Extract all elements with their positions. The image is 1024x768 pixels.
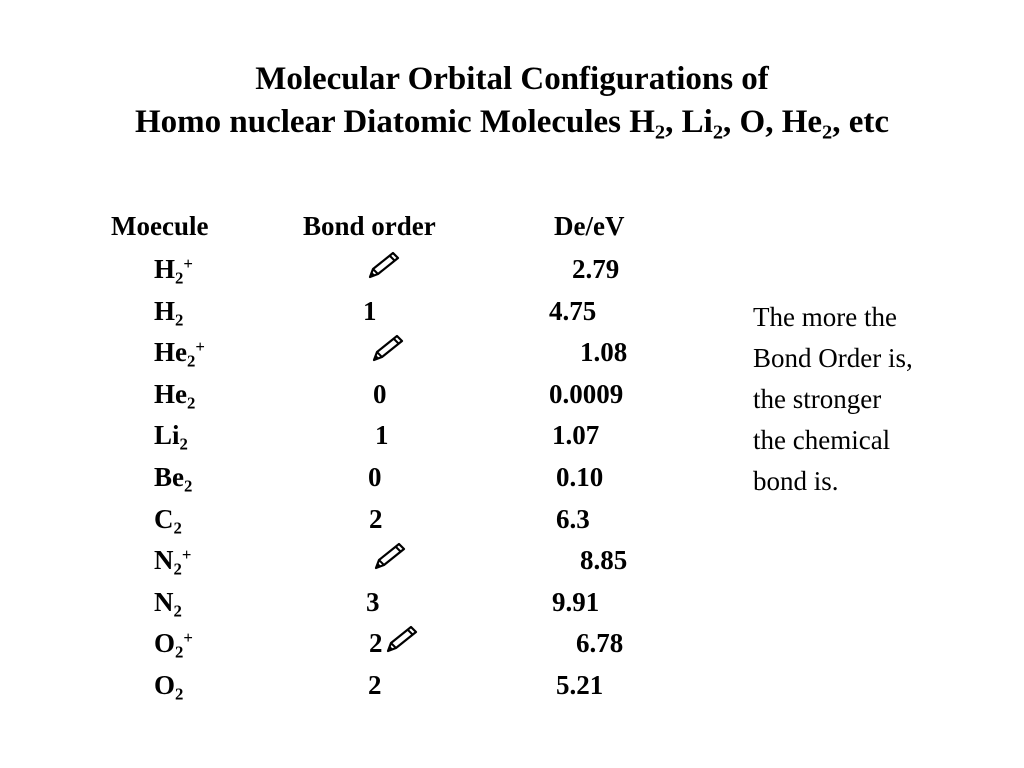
molecule-name — [154, 420, 188, 454]
bond-order-value: 3 — [366, 586, 380, 617]
title-he-subscript: 2 — [822, 121, 833, 144]
molecule-subscript: 2 — [173, 559, 182, 579]
molecule-charge: + — [195, 336, 205, 356]
de-value: 8.85 — [580, 545, 628, 576]
note-line-2: Bond Order is, — [753, 343, 913, 373]
de-value: 0.0009 — [549, 378, 624, 409]
molecule-base: Be — [154, 462, 184, 492]
header-molecule: Moecule — [111, 211, 209, 241]
note-line-4: the chemical — [753, 425, 891, 455]
molecule-name — [154, 462, 193, 496]
de-value: 1.08 — [580, 337, 628, 368]
note-line-5: bond is. — [753, 466, 839, 496]
header-bond-order: Bond order — [303, 211, 436, 241]
molecule-name — [154, 544, 192, 579]
molecule-base: He — [154, 378, 187, 409]
bond-order-value: 2 — [369, 503, 383, 534]
title-li-subscript: 2 — [712, 121, 724, 144]
molecule-name — [154, 503, 182, 537]
title-o-he-text: , O, He — [723, 104, 823, 140]
note-line-3: the stronger — [753, 384, 882, 414]
molecule-name — [154, 253, 193, 288]
header-de: De/eV — [554, 211, 625, 241]
molecule-subscript: 2 — [179, 434, 188, 454]
molecule-base: N — [154, 545, 174, 576]
bond-order-value: 1 — [375, 420, 389, 451]
molecule-subscript: 2 — [187, 393, 196, 413]
title-line-2-text: Homo nuclear Diatomic Molecules H — [134, 104, 655, 140]
molecule-base: He — [154, 337, 187, 368]
de-value: 0.10 — [556, 462, 604, 492]
molecule-subscript: 2 — [175, 268, 184, 288]
molecule-base: Li — [154, 420, 180, 451]
molecule-base: O — [154, 670, 176, 700]
pencil-icon — [372, 541, 408, 571]
bond-order-value: 2 — [368, 670, 382, 700]
de-value: 1.07 — [552, 420, 600, 451]
de-value: 6.78 — [576, 628, 624, 659]
title-line-1: Molecular Orbital Configurations of — [255, 61, 769, 97]
title-line-2 — [0, 101, 1024, 144]
pencil-icon — [384, 624, 420, 654]
molecule-name — [154, 586, 182, 621]
molecule-subscript: 2 — [187, 351, 196, 371]
molecule-subscript: 2 — [175, 684, 184, 704]
molecule-name — [154, 670, 184, 704]
molecule-charge: + — [181, 544, 192, 564]
pencil-icon — [366, 250, 402, 280]
molecule-base: O — [154, 628, 176, 659]
bond-order-note — [753, 297, 983, 502]
title-h-subscript: 2 — [654, 121, 666, 144]
note-line-1: The more the — [753, 302, 897, 332]
molecule-subscript: 2 — [184, 476, 193, 496]
molecule-base: H — [154, 295, 176, 326]
bond-order-value: 1 — [363, 295, 377, 326]
de-value: 4.75 — [549, 295, 597, 326]
pencil-icon — [370, 333, 406, 363]
molecule-subscript: 2 — [175, 309, 184, 329]
molecule-subscript: 2 — [173, 601, 182, 621]
de-value: 2.79 — [572, 254, 620, 284]
molecule-base: H — [154, 254, 176, 284]
molecule-name — [154, 336, 205, 371]
de-value: 9.91 — [552, 586, 600, 617]
de-value: 5.21 — [556, 670, 604, 700]
molecule-subscript: 2 — [175, 642, 184, 662]
page-title — [0, 58, 1024, 144]
title-etc-text: , etc — [832, 104, 890, 140]
molecule-base: C — [154, 503, 174, 534]
molecule-name — [154, 628, 193, 662]
bond-order-value: 2 — [369, 628, 383, 659]
molecule-name — [154, 378, 196, 413]
molecule-name — [154, 295, 184, 329]
molecule-base: N — [154, 586, 174, 617]
title-li-text: , Li — [665, 104, 713, 140]
de-value: 6.3 — [556, 503, 590, 534]
bond-order-value: 0 — [373, 378, 387, 409]
bond-order-value: 0 — [368, 462, 382, 492]
molecule-subscript: 2 — [173, 517, 182, 537]
molecule-charge: + — [183, 628, 193, 648]
molecule-charge: + — [183, 253, 193, 273]
